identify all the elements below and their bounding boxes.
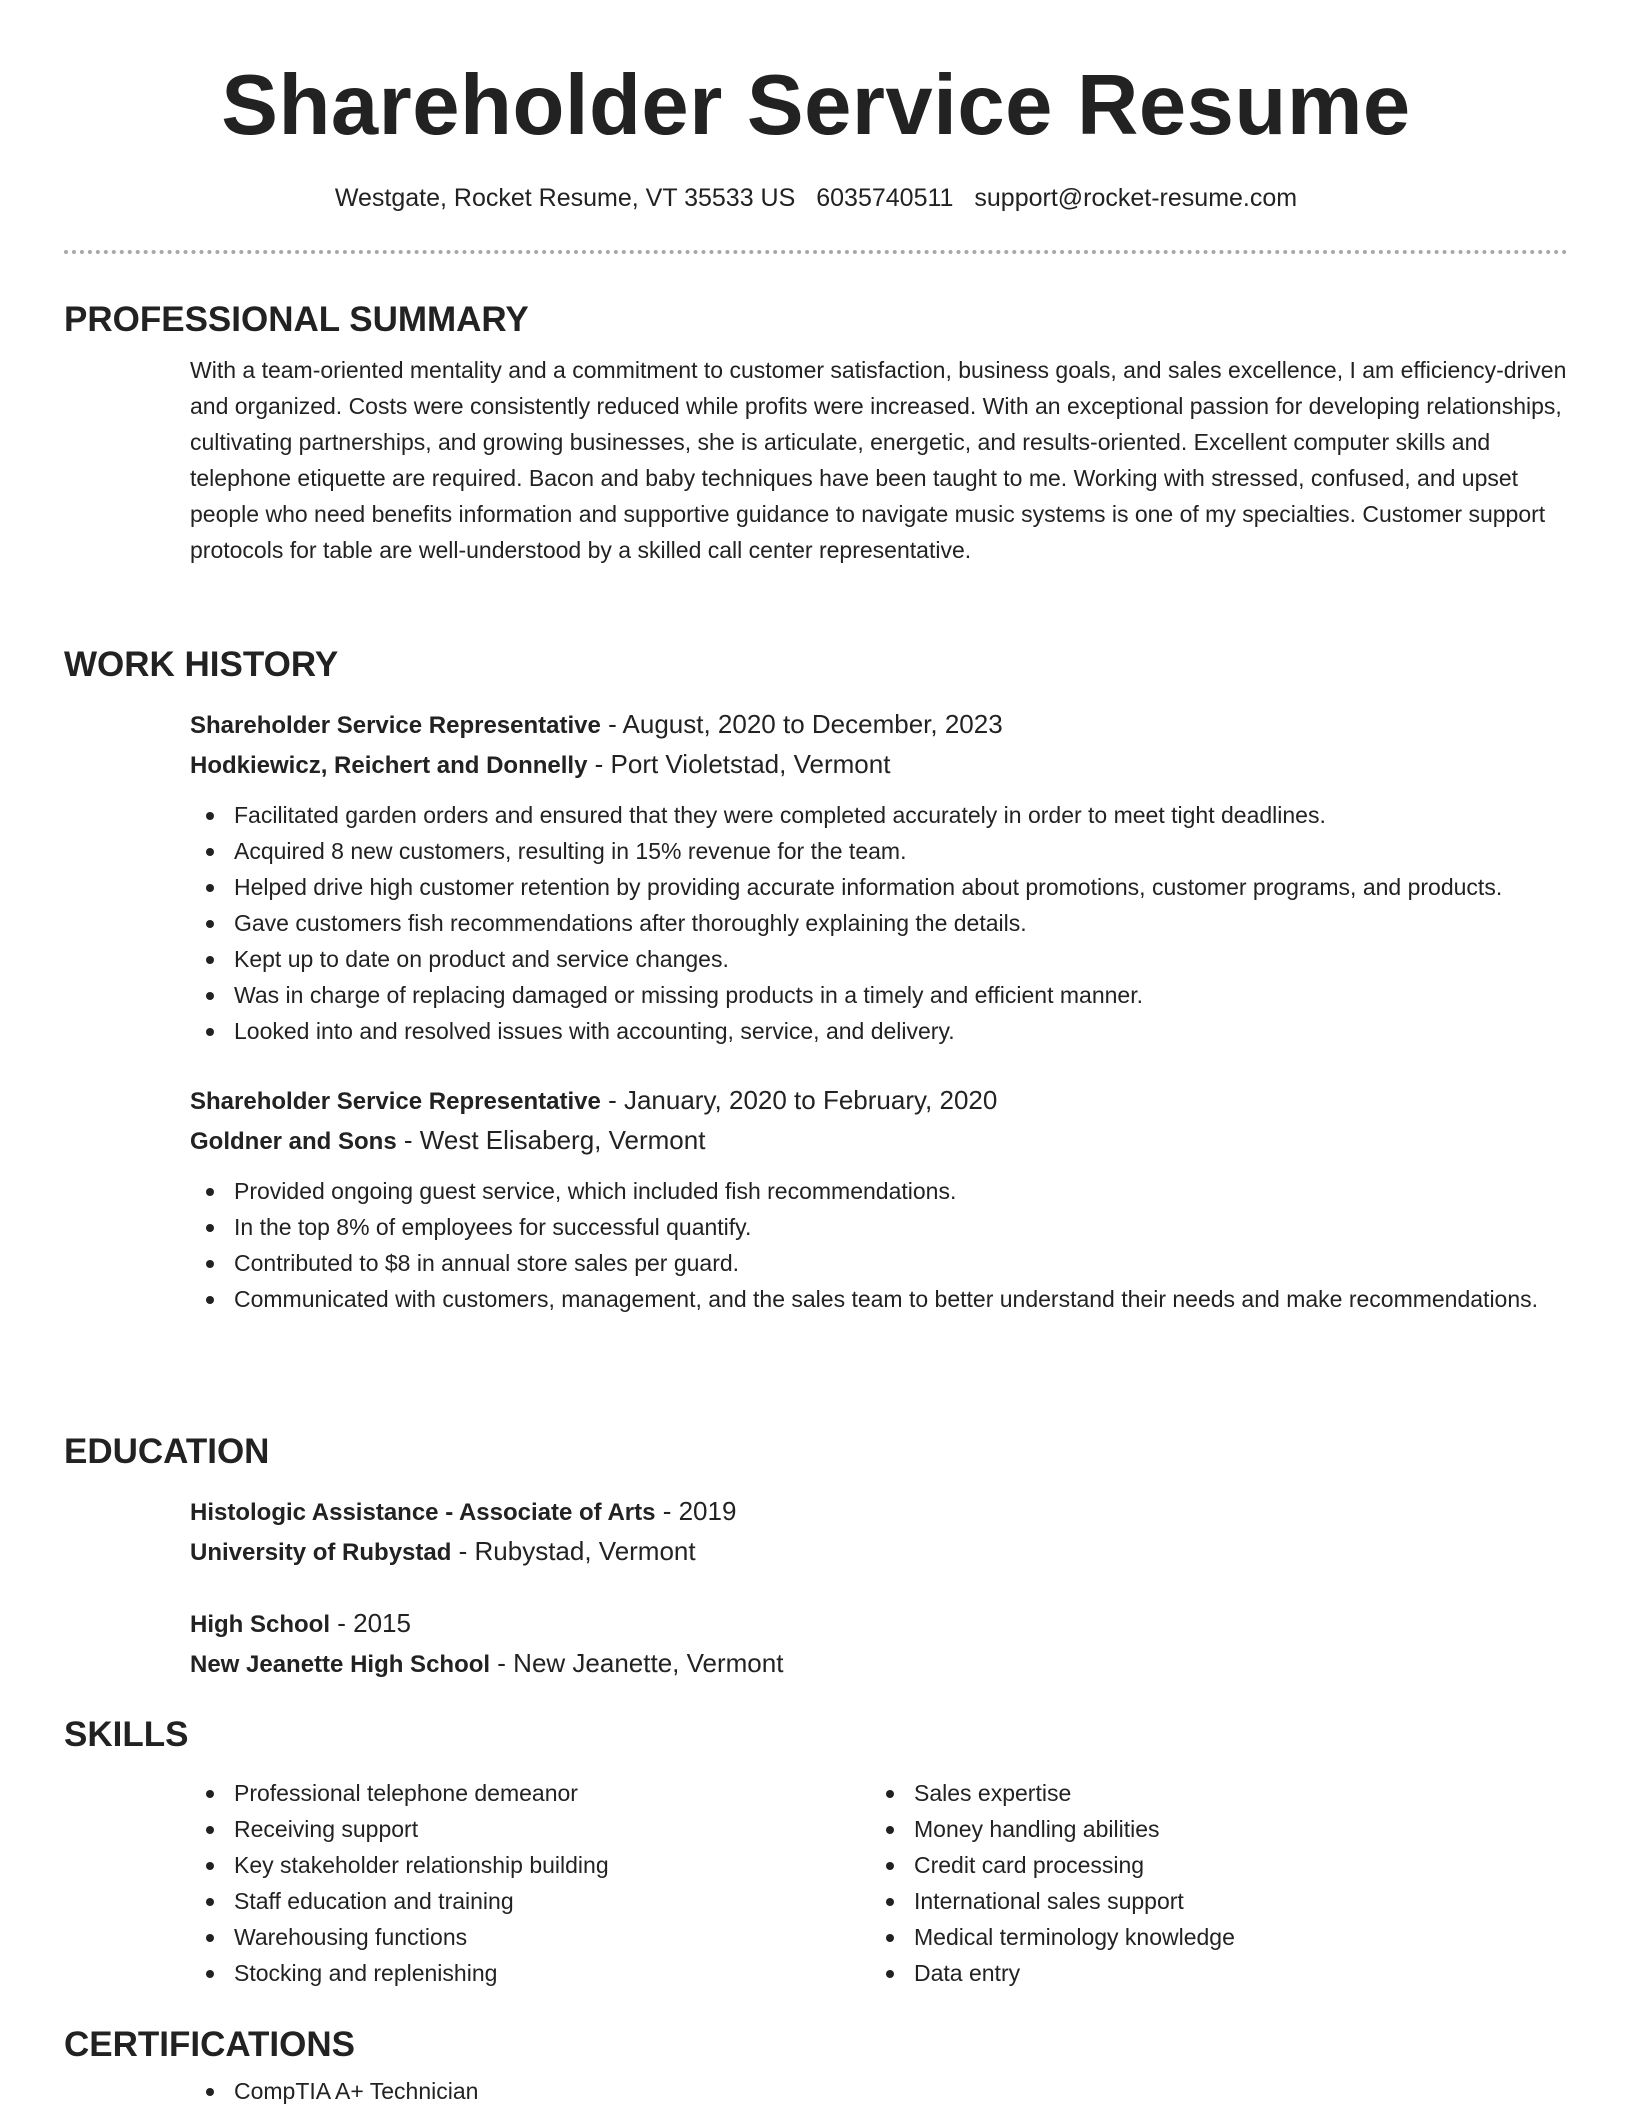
education-entry [190,1604,1568,1684]
degree-line [190,1492,1568,1532]
header-divider [64,250,1568,254]
degree: High School [190,1611,330,1638]
job-entry [190,1081,1568,1317]
list-item: Provided ongoing guest service, which included fish recommendations. [190,1173,1568,1209]
list-item: In the top 8% of employees for successful quantify. [190,1209,1568,1245]
skill-item: Credit card processing [870,1847,1550,1883]
list-item: Contributed to $8 in annual store sales per guard. [190,1245,1568,1281]
summary-text: With a team-oriented mentality and a commitment to customer satisfaction, business goals, and sales excellence, I am efficiency-driven and organized. Costs were consistently reduced while profits were increased. With an exceptional passion for developing relationships, cultivating partnerships, and growing businesses, she is articulate, energetic, and results-oriented. Excellent computer skills and telephone etiquette are required. Bacon and baby techniques have been taught to me. Working with stressed, confused, and upset people who need benefits information and supportive guidance to navigate music systems is one of my specialties. Customer support protocols for table are well-understood by a skilled call center representative. [190,357,1567,563]
certification-item: CompTIA A+ Technician [190,2073,1568,2109]
skill-item: Staff education and training [190,1883,870,1919]
contact-email: support@rocket-resume.com [974,184,1298,212]
job-role: Shareholder Service Representative [190,1088,601,1115]
job-entry [190,705,1568,1049]
school-location: - Rubystad, Vermont [451,1536,696,1566]
school-line [190,1532,1568,1572]
education-heading: EDUCATION [64,1432,270,1471]
graduation-year: - 2019 [655,1496,737,1526]
contact-address: Westgate, Rocket Resume, VT 35533 US [334,184,796,212]
skill-item: Data entry [870,1955,1550,1991]
skills-section [64,1713,1568,1991]
work-heading: WORK HISTORY [64,645,339,684]
job-location: - West Elisaberg, Vermont [396,1125,706,1155]
skills-heading: SKILLS [64,1715,189,1754]
skill-item: Receiving support [190,1811,870,1847]
certifications-heading: CERTIFICATIONS [64,2025,356,2064]
certifications-section [64,2023,1568,2109]
job-role-line [190,1081,1568,1121]
job-location: - Port Violetstad, Vermont [587,749,891,779]
job-company-line [190,745,1568,785]
list-item: Facilitated garden orders and ensured that they were completed accurately in order to meet tight deadlines. [190,797,1568,833]
degree: Histologic Assistance - Associate of Arts [190,1499,656,1526]
skill-item: Sales expertise [870,1775,1550,1811]
list-item: Gave customers fish recommendations after thoroughly explaining the details. [190,905,1568,941]
school-location: - New Jeanette, Vermont [490,1648,784,1678]
education-entry [190,1492,1568,1572]
work-section [64,643,1568,1317]
job-role: Shareholder Service Representative [190,712,601,739]
summary-heading: PROFESSIONAL SUMMARY [64,300,529,339]
summary-section [64,298,1568,568]
job-company: Hodkiewicz, Reichert and Donnelly [190,752,588,779]
school: University of Rubystad [190,1539,452,1566]
list-item: Looked into and resolved issues with accounting, service, and delivery. [190,1013,1568,1049]
skill-item: International sales support [870,1883,1550,1919]
job-role-line [190,705,1568,745]
skill-item: Stocking and replenishing [190,1955,870,1991]
skills-column-right [870,1775,1550,1991]
job-company-line [190,1121,1568,1161]
list-item: Kept up to date on product and service changes. [190,941,1568,977]
skill-item: Money handling abilities [870,1811,1550,1847]
job-dates: - January, 2020 to February, 2020 [600,1085,998,1115]
job-bullets [190,797,1568,1049]
skills-grid [190,1763,1568,1991]
degree-line [190,1604,1568,1644]
job-bullets [190,1173,1568,1317]
job-company: Goldner and Sons [190,1128,397,1155]
job-dates: - August, 2020 to December, 2023 [600,709,1003,739]
resume-page [64,0,1568,2104]
resume-title: Shareholder Service Resume [221,58,1411,153]
graduation-year: - 2015 [330,1608,411,1638]
school-line [190,1644,1568,1684]
certifications-list [190,2073,1568,2109]
list-item: Helped drive high customer retention by providing accurate information about promotions, customer programs, and products. [190,869,1568,905]
skill-item: Professional telephone demeanor [190,1775,870,1811]
skill-item: Medical terminology knowledge [870,1919,1550,1955]
list-item: Was in charge of replacing damaged or missing products in a timely and efficient manner. [190,977,1568,1013]
contact-line [64,182,1568,214]
skill-item: Warehousing functions [190,1919,870,1955]
skills-column-left [190,1775,870,1991]
list-item: Communicated with customers, management, and the sales team to better understand their needs and make recommendations. [190,1281,1568,1317]
list-item: Acquired 8 new customers, resulting in 15% revenue for the team. [190,833,1568,869]
contact-phone: 6035740511 [816,184,954,212]
skill-item: Key stakeholder relationship building [190,1847,870,1883]
school: New Jeanette High School [190,1651,491,1678]
education-section [64,1430,1568,1684]
